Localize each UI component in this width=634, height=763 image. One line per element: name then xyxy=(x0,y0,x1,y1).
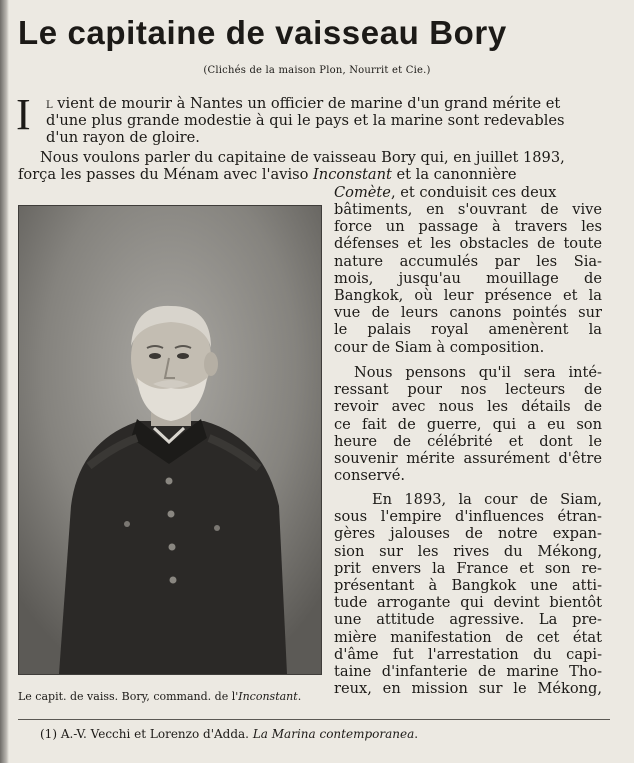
intro-line-1 xyxy=(46,95,602,112)
para3-line: souvenir mérite assurément d'être xyxy=(334,450,602,467)
para4-line: une attitude agressive. La pre- xyxy=(334,611,602,629)
para4-line: sion sur les rives du Mékong, xyxy=(334,542,602,560)
para2-line: force un passage à travers les xyxy=(334,218,602,236)
para2-line: vue de leurs canons pointés sur xyxy=(334,304,602,322)
para4-line: sous l'empire d'influences étran- xyxy=(334,508,602,526)
photo-credit: (Clichés de la maison Plon, Nourrit et Cie.) xyxy=(203,65,431,76)
intro-line-3: d'un rayon de gloire. xyxy=(46,129,200,146)
para2-line: mois, jusqu'au mouillage de xyxy=(334,269,602,287)
caption-suffix: . xyxy=(297,690,302,703)
caption-prefix: Le capit. de vaiss. Bory, command. de l' xyxy=(18,690,239,703)
para2-line: bâtiments, en s'ouvrant de vive xyxy=(334,201,602,218)
footnote-title: La Marina contemporanea xyxy=(252,727,415,741)
footnote xyxy=(40,727,418,741)
para4-line: présentant à Bangkok une atti- xyxy=(334,577,602,594)
footnote-divider xyxy=(18,719,610,720)
caption-ship-name: Inconstant xyxy=(238,690,298,703)
para4-line: tude arrogante qui devint bientôt xyxy=(334,594,602,612)
para4-line: mière manifestation de cet état xyxy=(334,628,602,646)
para2-line-3-b: , et conduisit ces deux xyxy=(390,184,557,201)
para3-line: ressant pour nos lecteurs de xyxy=(334,381,602,399)
para2-line-2-b: et la canonnière xyxy=(396,166,517,183)
para4-line: prit envers la France et son re- xyxy=(334,559,602,577)
para4-line: gères jalouses de notre expan- xyxy=(334,525,602,543)
para3-line: heure de célébrité et dont le xyxy=(334,432,602,450)
para2-line: nature accumulés par les Sia- xyxy=(334,252,602,270)
footnote-prefix: (1) A.-V. Vecchi et Lorenzo d'Adda. xyxy=(40,727,249,741)
para4-line: taine d'infanterie de marine Tho- xyxy=(334,663,602,680)
ship-name-comete: Comète xyxy=(334,184,391,201)
para3-line: ce fait de guerre, qui a eu son xyxy=(334,415,602,433)
para3-line: Nous pensons qu'il sera inté- xyxy=(354,364,602,381)
page-edge-shadow xyxy=(0,0,9,763)
footnote-suffix: . xyxy=(414,727,419,741)
portrait-photo xyxy=(18,205,322,675)
para4-line: d'âme fut l'arrestation du capi- xyxy=(334,645,602,663)
intro-line-1-text: vient de mourir à Nantes un officier de marine d'un grand mérite et xyxy=(57,95,561,112)
intro-first-word: l xyxy=(46,95,53,112)
drop-cap: I xyxy=(16,90,31,139)
para2-line-2 xyxy=(18,166,516,183)
para4-line: reux, en mission sur le Mékong, xyxy=(334,680,602,698)
para3-line: conservé. xyxy=(334,467,405,485)
para4-line: En 1893, la cour de Siam, xyxy=(372,491,602,508)
para2-line: le palais royal amenèrent la xyxy=(334,321,602,339)
para3-line: revoir avec nous les détails de xyxy=(334,398,602,416)
article-title: Le capitaine de vaisseau Bory xyxy=(18,14,507,51)
para2-line-2-a: força les passes du Ménam avec l'aviso xyxy=(18,166,309,183)
intro-line-2: d'une plus grande modestie à qui le pays et la marine sont redevables xyxy=(46,112,565,129)
photo-caption xyxy=(18,690,301,703)
para2-line-3 xyxy=(334,184,556,201)
portrait-illustration xyxy=(19,206,321,674)
para2-line: cour de Siam à composition. xyxy=(334,338,545,356)
ship-name-inconstant: Inconstant xyxy=(313,166,392,183)
para2-line: Bangkok, où leur présence et la xyxy=(334,287,602,304)
para2-line-1: Nous voulons parler du capitaine de vaisseau Bory qui, en juillet 1893, xyxy=(40,149,565,166)
para2-line: défenses et les obstacles de toute xyxy=(334,235,602,253)
